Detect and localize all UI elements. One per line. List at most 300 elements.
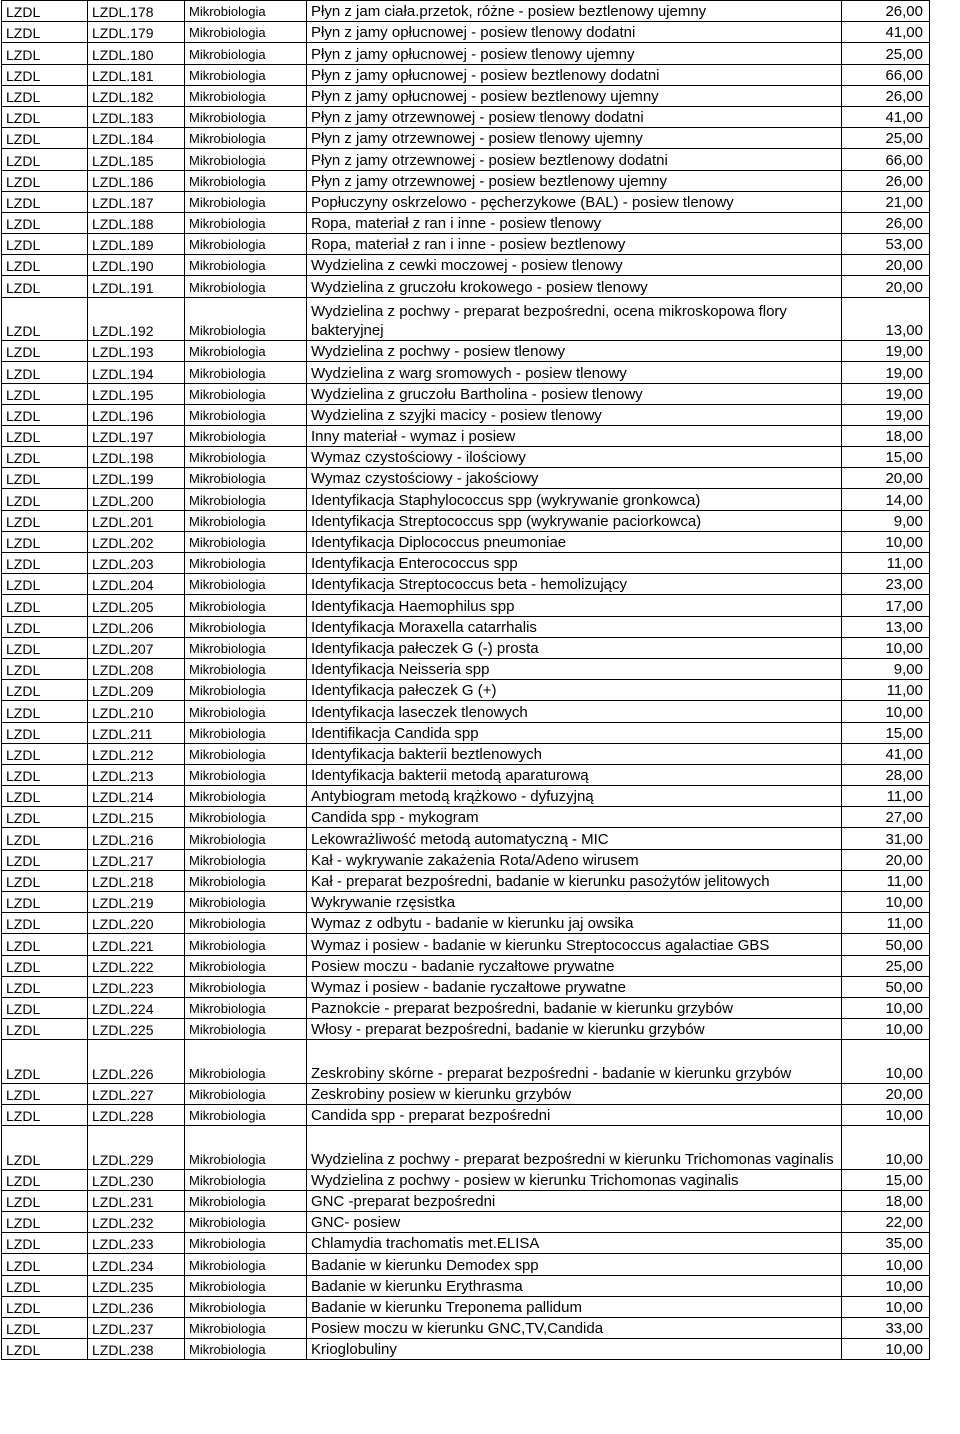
test-name: Płyn z jamy opłucnowej - posiew tlenowy ujemny xyxy=(311,45,635,63)
table-row xyxy=(2,1,930,22)
category-cell xyxy=(185,1275,307,1296)
table-row xyxy=(2,997,930,1018)
category: Mikrobiologia xyxy=(189,25,266,41)
test-code-cell xyxy=(88,255,185,276)
test-name-cell xyxy=(307,22,842,43)
table-row xyxy=(2,510,930,531)
lab-code: LZDL xyxy=(6,831,41,848)
price: 10,00 xyxy=(885,1064,923,1082)
category: Mikrobiologia xyxy=(189,937,266,953)
price-cell xyxy=(842,1105,930,1126)
table-row xyxy=(2,1083,930,1104)
test-name: Paznokcie - preparat bezpośredni, badanie w kierunku grzybów xyxy=(311,1000,733,1018)
lab-code-cell xyxy=(2,489,88,510)
category: Mikrobiologia xyxy=(189,492,266,508)
test-name-cell xyxy=(307,234,842,255)
table-row xyxy=(2,234,930,255)
lab-code: LZDL xyxy=(6,979,41,996)
table-row xyxy=(2,913,930,934)
test-code-cell xyxy=(88,383,185,404)
test-name: Candida spp - preparat bezpośredni xyxy=(311,1107,551,1125)
price: 18,00 xyxy=(885,1193,923,1211)
category: Mikrobiologia xyxy=(189,852,266,868)
lab-code: LZDL xyxy=(6,958,41,975)
category-cell xyxy=(185,510,307,531)
test-code: LZDL.215 xyxy=(92,810,154,827)
lab-code-cell xyxy=(2,849,88,870)
price-cell xyxy=(842,106,930,127)
category: Mikrobiologia xyxy=(189,577,266,593)
price: 33,00 xyxy=(885,1320,923,1338)
lab-code: LZDL xyxy=(6,429,41,446)
test-code: LZDL.218 xyxy=(92,874,154,890)
category-cell xyxy=(185,276,307,297)
test-name-cell xyxy=(307,553,842,574)
price: 11,00 xyxy=(886,915,923,933)
category: Mikrobiologia xyxy=(189,1342,266,1358)
test-code: LZDL.208 xyxy=(92,662,154,679)
price: 66,00 xyxy=(885,66,923,84)
category: Mikrobiologia xyxy=(189,789,266,805)
lab-code: LZDL xyxy=(6,1108,41,1125)
table-row xyxy=(2,701,930,722)
lab-code: LZDL xyxy=(6,789,41,806)
table-row xyxy=(2,1254,930,1275)
lab-code: LZDL xyxy=(6,704,41,721)
test-name: Ropa, materiał z ran i inne - posiew beztlenowy xyxy=(311,236,626,254)
category-cell xyxy=(185,786,307,807)
category: Mikrobiologia xyxy=(189,704,266,720)
price-cell xyxy=(842,616,930,637)
test-name: Płyn z jamy otrzewnowej - posiew beztlenowy ujemny xyxy=(311,172,667,190)
test-code: LZDL.222 xyxy=(92,958,154,975)
category: Mikrobiologia xyxy=(189,323,266,339)
test-code: LZDL.183 xyxy=(92,110,154,127)
test-code-cell xyxy=(88,955,185,976)
price-cell xyxy=(842,1169,930,1190)
lab-code-cell xyxy=(2,1126,88,1170)
lab-code: LZDL xyxy=(6,407,41,424)
test-name: Wykrywanie rzęsistka xyxy=(311,894,456,912)
lab-code-cell xyxy=(2,1318,88,1339)
test-name: Płyn z jamy opłucnowej - posiew beztlenowy dodatni xyxy=(311,66,660,84)
table-row xyxy=(2,341,930,362)
category: Mikrobiologia xyxy=(189,173,266,189)
price: 66,00 xyxy=(885,151,923,169)
price-cell xyxy=(842,1254,930,1275)
table-row xyxy=(2,468,930,489)
table-row xyxy=(2,976,930,997)
lab-code: LZDL xyxy=(6,598,41,615)
lab-code: LZDL xyxy=(6,110,41,127)
table-row xyxy=(2,722,930,743)
lab-code: LZDL xyxy=(6,1065,41,1082)
lab-code: LZDL xyxy=(6,916,41,933)
test-code-cell xyxy=(88,128,185,149)
test-code: LZDL.201 xyxy=(92,513,154,530)
test-code-cell xyxy=(88,1233,185,1254)
test-code: LZDL.213 xyxy=(92,768,154,785)
test-name: Kał - preparat bezpośredni, badanie w kierunku pasożytów jelitowych xyxy=(311,873,770,890)
test-code: LZDL.233 xyxy=(92,1236,154,1253)
category-cell xyxy=(185,1019,307,1040)
category: Mikrobiologia xyxy=(189,1257,266,1273)
lab-code-cell xyxy=(2,468,88,489)
lab-code: LZDL xyxy=(6,386,41,403)
lab-code-cell xyxy=(2,128,88,149)
price: 26,00 xyxy=(885,3,923,21)
test-name-cell xyxy=(307,212,842,233)
price: 11,00 xyxy=(886,682,923,700)
test-code-cell xyxy=(88,934,185,955)
test-name: Płyn z jamy otrzewnowej - posiew tlenowy ujemny xyxy=(311,130,643,148)
table-row xyxy=(2,212,930,233)
table-row xyxy=(2,553,930,574)
test-name: Badanie w kierunku Erythrasma xyxy=(311,1277,523,1295)
test-name: Płyn z jamy otrzewnowej - posiew tlenowy dodatni xyxy=(311,109,644,127)
test-code-cell xyxy=(88,1105,185,1126)
test-code-cell xyxy=(88,786,185,807)
category: Mikrobiologia xyxy=(189,88,266,104)
lab-code: LZDL xyxy=(6,768,41,785)
test-code: LZDL.221 xyxy=(92,937,154,954)
table-row xyxy=(2,362,930,383)
table-row xyxy=(2,743,930,764)
test-code: LZDL.193 xyxy=(92,344,154,361)
test-code: LZDL.190 xyxy=(92,258,154,275)
category-cell xyxy=(185,997,307,1018)
price-cell xyxy=(842,128,930,149)
test-code-cell xyxy=(88,191,185,212)
lab-code-cell xyxy=(2,22,88,43)
lab-code: LZDL xyxy=(6,662,41,679)
category-cell xyxy=(185,574,307,595)
test-name: GNC -preparat bezpośredni xyxy=(311,1193,496,1211)
category: Mikrobiologia xyxy=(189,1022,266,1038)
price-cell xyxy=(842,149,930,170)
test-code-cell xyxy=(88,1339,185,1360)
test-code: LZDL.232 xyxy=(92,1215,154,1232)
category: Mikrobiologia xyxy=(189,958,266,974)
table-row xyxy=(2,616,930,637)
lab-code: LZDL xyxy=(6,1194,41,1211)
table-row xyxy=(2,1019,930,1040)
price-cell xyxy=(842,595,930,616)
test-code-cell xyxy=(88,149,185,170)
lab-code-cell xyxy=(2,616,88,637)
price-cell xyxy=(842,976,930,997)
test-name-cell xyxy=(307,425,842,446)
test-name-cell xyxy=(307,849,842,870)
test-code-cell xyxy=(88,870,185,891)
test-code-cell xyxy=(88,276,185,297)
category-cell xyxy=(185,212,307,233)
price: 10,00 xyxy=(885,1299,923,1316)
lab-code-cell xyxy=(2,276,88,297)
test-code: LZDL.230 xyxy=(92,1172,154,1189)
test-name: Badanie w kierunku Demodex spp xyxy=(311,1256,539,1274)
test-code: LZDL.178 xyxy=(92,4,154,21)
category-cell xyxy=(185,680,307,701)
test-name-cell xyxy=(307,764,842,785)
lab-code-cell xyxy=(2,43,88,64)
lab-code-cell xyxy=(2,997,88,1018)
category-cell xyxy=(185,955,307,976)
category: Mikrobiologia xyxy=(189,1236,266,1252)
table-row xyxy=(2,1190,930,1211)
lab-code: LZDL xyxy=(6,1172,41,1189)
category: Mikrobiologia xyxy=(189,1321,266,1337)
test-name: Identyfikacja bakterii beztlenowych xyxy=(311,745,542,763)
test-name-cell xyxy=(307,1019,842,1040)
lab-code: LZDL xyxy=(6,237,41,254)
lab-code-cell xyxy=(2,1019,88,1040)
category: Mikrobiologia xyxy=(189,407,266,423)
test-name-cell xyxy=(307,1,842,22)
test-code-cell xyxy=(88,447,185,468)
category-cell xyxy=(185,43,307,64)
category-cell xyxy=(185,1254,307,1275)
price-cell xyxy=(842,362,930,383)
lab-code: LZDL xyxy=(6,323,41,340)
test-name: Candida spp - mykogram xyxy=(311,809,479,827)
category-cell xyxy=(185,1083,307,1104)
category-cell xyxy=(185,1212,307,1233)
table-row xyxy=(2,128,930,149)
lab-code-cell xyxy=(2,870,88,891)
test-name-cell xyxy=(307,701,842,722)
category: Mikrobiologia xyxy=(189,895,266,911)
lab-code-cell xyxy=(2,1233,88,1254)
category-cell xyxy=(185,1318,307,1339)
test-code: LZDL.216 xyxy=(92,831,154,848)
table-row xyxy=(2,255,930,276)
price-cell xyxy=(842,297,930,341)
test-code: LZDL.202 xyxy=(92,535,154,551)
category-cell xyxy=(185,1126,307,1170)
table-row xyxy=(2,106,930,127)
lab-code-cell xyxy=(2,701,88,722)
test-code: LZDL.192 xyxy=(92,323,154,340)
lab-code-cell xyxy=(2,722,88,743)
test-code-cell xyxy=(88,1318,185,1339)
test-name: Wydzielina z warg sromowych - posiew tlenowy xyxy=(311,364,627,382)
category: Mikrobiologia xyxy=(189,619,266,635)
test-code-cell xyxy=(88,1083,185,1104)
price: 50,00 xyxy=(885,936,923,954)
test-code-cell xyxy=(88,489,185,510)
lab-code: LZDL xyxy=(6,556,41,573)
lab-code-cell xyxy=(2,531,88,552)
category: Mikrobiologia xyxy=(189,279,266,295)
lab-code-cell xyxy=(2,255,88,276)
category: Mikrobiologia xyxy=(189,216,266,232)
price: 19,00 xyxy=(885,406,923,424)
price-cell xyxy=(842,1083,930,1104)
price-cell xyxy=(842,191,930,212)
price: 27,00 xyxy=(885,809,923,827)
category: Mikrobiologia xyxy=(189,1278,266,1294)
test-code: LZDL.206 xyxy=(92,619,154,636)
category: Mikrobiologia xyxy=(189,110,266,126)
lab-code: LZDL xyxy=(6,810,41,827)
price-cell xyxy=(842,341,930,362)
table-row xyxy=(2,43,930,64)
price-cell xyxy=(842,913,930,934)
test-name: Identyfikacja Diplococcus pneumoniae xyxy=(311,534,567,551)
category-cell xyxy=(185,595,307,616)
test-code-cell xyxy=(88,807,185,828)
price: 10,00 xyxy=(885,894,923,912)
lab-code: LZDL xyxy=(6,258,41,275)
test-code-cell xyxy=(88,468,185,489)
price-cell xyxy=(842,425,930,446)
lab-code: LZDL xyxy=(6,365,41,382)
test-name: Kał - wykrywanie zakażenia Rota/Adeno wirusem xyxy=(311,851,639,869)
price-cell xyxy=(842,1126,930,1170)
table-row xyxy=(2,276,930,297)
test-code-cell xyxy=(88,743,185,764)
category: Mikrobiologia xyxy=(189,683,266,699)
category: Mikrobiologia xyxy=(189,598,266,614)
category-cell xyxy=(185,1040,307,1084)
category-cell xyxy=(185,764,307,785)
test-code-cell xyxy=(88,212,185,233)
price-cell xyxy=(842,743,930,764)
test-code-cell xyxy=(88,976,185,997)
price-list-table xyxy=(1,0,930,1360)
category: Mikrobiologia xyxy=(189,1108,266,1124)
table-row xyxy=(2,1040,930,1084)
test-code: LZDL.203 xyxy=(92,556,154,573)
test-code: LZDL.191 xyxy=(92,279,154,296)
test-name-cell xyxy=(307,955,842,976)
lab-code: LZDL xyxy=(6,1321,41,1338)
test-code: LZDL.236 xyxy=(92,1300,154,1316)
test-name-cell xyxy=(307,786,842,807)
category-cell xyxy=(185,892,307,913)
test-name: Inny materiał - wymaz i posiew xyxy=(311,428,516,446)
test-name-cell xyxy=(307,1339,842,1360)
lab-code: LZDL xyxy=(6,152,41,169)
lab-code-cell xyxy=(2,234,88,255)
lab-code: LZDL xyxy=(6,640,41,657)
test-code-cell xyxy=(88,531,185,552)
price-cell xyxy=(842,680,930,701)
test-name: Identyfikacja Moraxella catarrhalis xyxy=(311,618,537,636)
test-code-cell xyxy=(88,341,185,362)
test-code: LZDL.238 xyxy=(92,1342,154,1359)
test-name-cell xyxy=(307,807,842,828)
test-name-cell xyxy=(307,149,842,170)
test-code: LZDL.205 xyxy=(92,598,154,615)
price: 10,00 xyxy=(885,1256,923,1274)
test-code: LZDL.214 xyxy=(92,789,154,806)
lab-code: LZDL xyxy=(6,4,41,21)
category: Mikrobiologia xyxy=(189,979,266,995)
test-code-cell xyxy=(88,828,185,849)
price-cell xyxy=(842,764,930,785)
test-code-cell xyxy=(88,1212,185,1233)
test-name-cell xyxy=(307,913,842,934)
test-code: LZDL.224 xyxy=(92,1001,154,1018)
price-cell xyxy=(842,1190,930,1211)
test-code: LZDL.235 xyxy=(92,1278,154,1295)
category-cell xyxy=(185,234,307,255)
price: 25,00 xyxy=(885,45,923,63)
price: 19,00 xyxy=(885,343,923,361)
price: 10,00 xyxy=(885,703,923,721)
lab-code-cell xyxy=(2,297,88,341)
category-cell xyxy=(185,297,307,341)
lab-code-cell xyxy=(2,362,88,383)
test-name: Identyfikacja Neisseria spp xyxy=(311,661,490,679)
price: 20,00 xyxy=(885,278,923,296)
test-code-cell xyxy=(88,1254,185,1275)
price: 20,00 xyxy=(885,1086,923,1103)
lab-code-cell xyxy=(2,743,88,764)
price-cell xyxy=(842,234,930,255)
test-code: LZDL.185 xyxy=(92,152,154,169)
category: Mikrobiologia xyxy=(189,258,266,274)
test-name-cell xyxy=(307,447,842,468)
test-name: Włosy - preparat bezpośredni, badanie w kierunku grzybów xyxy=(311,1021,705,1039)
table-row xyxy=(2,1169,930,1190)
price-cell xyxy=(842,1040,930,1084)
test-code-cell xyxy=(88,553,185,574)
test-code-cell xyxy=(88,574,185,595)
price-cell xyxy=(842,870,930,891)
test-code-cell xyxy=(88,849,185,870)
price: 15,00 xyxy=(885,449,923,467)
price-cell xyxy=(842,722,930,743)
lab-code-cell xyxy=(2,680,88,701)
test-name-cell xyxy=(307,170,842,191)
test-code-cell xyxy=(88,1190,185,1211)
lab-code-cell xyxy=(2,212,88,233)
lab-code-cell xyxy=(2,807,88,828)
category-cell xyxy=(185,870,307,891)
price: 19,00 xyxy=(885,385,923,403)
lab-code-cell xyxy=(2,1190,88,1211)
table-row xyxy=(2,786,930,807)
category-cell xyxy=(185,828,307,849)
test-name-cell xyxy=(307,1318,842,1339)
lab-code-cell xyxy=(2,383,88,404)
test-name: Ropa, materiał z ran i inne - posiew tlenowy xyxy=(311,215,602,233)
price: 20,00 xyxy=(885,257,923,275)
category: Mikrobiologia xyxy=(189,194,266,210)
price: 10,00 xyxy=(885,1000,923,1018)
test-name-cell xyxy=(307,64,842,85)
category: Mikrobiologia xyxy=(189,810,266,826)
test-code-cell xyxy=(88,1,185,22)
test-code: LZDL.179 xyxy=(92,25,154,42)
table-row xyxy=(2,425,930,446)
lab-code-cell xyxy=(2,1083,88,1104)
test-code-cell xyxy=(88,701,185,722)
test-name: Wydzielina z pochwy - preparat bezpośredni w kierunku Trichomonas vaginalis xyxy=(311,1150,834,1168)
test-name-cell xyxy=(307,680,842,701)
test-name-cell xyxy=(307,722,842,743)
table-row xyxy=(2,1318,930,1339)
lab-code-cell xyxy=(2,149,88,170)
lab-code-cell xyxy=(2,404,88,425)
price: 13,00 xyxy=(885,322,923,340)
price-cell xyxy=(842,934,930,955)
test-name-cell xyxy=(307,1169,842,1190)
test-name-cell xyxy=(307,468,842,489)
